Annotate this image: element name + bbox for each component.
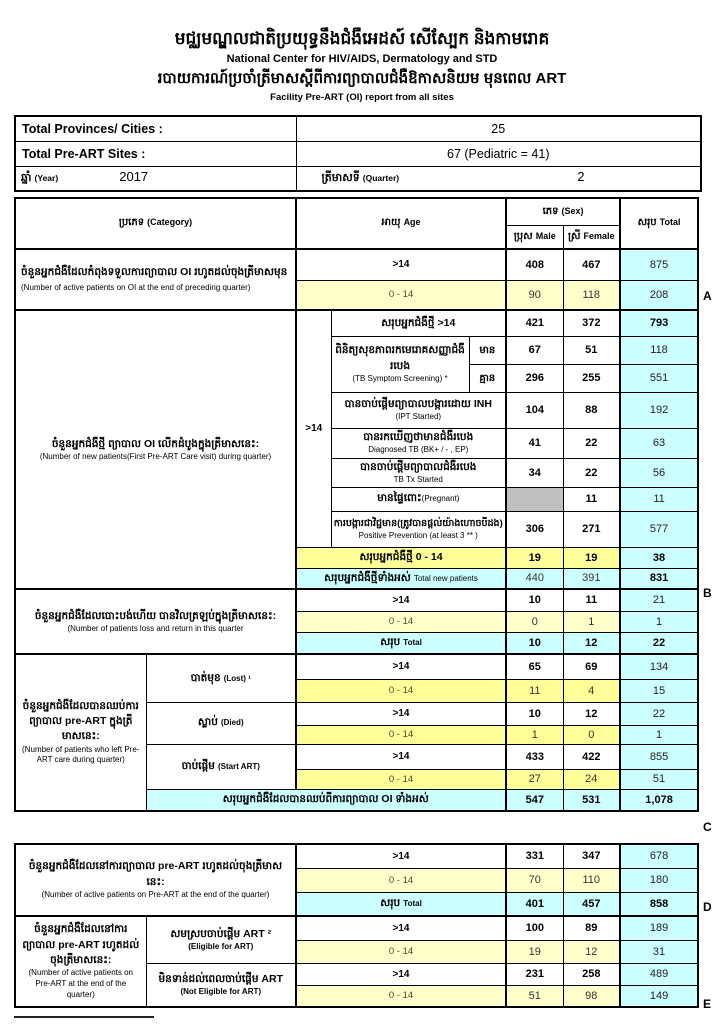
- died-label-english: (Died): [220, 718, 244, 728]
- pregnant-label-khmer: មានផ្ទៃពោះ: [377, 492, 422, 505]
- new-patients-0-14-label: សរុបអ្នកជំងឺថ្មី 0 - 14: [296, 547, 506, 568]
- female-value-cell: 422: [563, 744, 620, 769]
- sub-label: មាន: [469, 336, 506, 364]
- tb-tx-label-khmer: បានចាប់ផ្តើមព្យាបាលជំងឺរបេង: [360, 460, 477, 473]
- total-value-cell: 51: [620, 769, 698, 789]
- female-value-cell: 0: [563, 725, 620, 744]
- female-value-cell: 11: [563, 487, 620, 511]
- table-row: [15, 589, 698, 611]
- col-header-female: [563, 225, 620, 249]
- quarter-cell: [296, 166, 701, 191]
- eligible-label-english: (Eligible for ART): [188, 941, 254, 951]
- male-value-cell: 27: [506, 769, 563, 789]
- table-row: [15, 166, 701, 191]
- age-cell: 0 - 14: [296, 679, 506, 702]
- quarter-value: 2: [577, 169, 585, 185]
- male-value-cell: 70: [506, 868, 563, 892]
- total-value-cell: 858: [620, 892, 698, 916]
- male-value-cell: 1: [506, 725, 563, 744]
- subcategory-start-art: [146, 744, 296, 789]
- loss-total-label: [296, 632, 506, 654]
- male-value-cell: 51: [506, 985, 563, 1007]
- female-value-cell: 69: [563, 654, 620, 679]
- subcategory-eligible: [146, 916, 296, 963]
- section-e-label-khmer: ចំនួនអ្នកជំងឺដែលនៅការព្យាបាល pre-ART រហូតដល់ចុងត្រីមាសនេះ:: [22, 923, 140, 966]
- section-b-category: [15, 310, 296, 589]
- total-value-cell: 208: [620, 280, 698, 310]
- female-value-cell: 1: [563, 611, 620, 632]
- sites-label: Total Pre-ART Sites :: [15, 141, 296, 166]
- age-cell: 0 - 14: [296, 280, 506, 310]
- table-row: [15, 654, 698, 679]
- d-total-english: Total: [403, 899, 422, 909]
- total-value-cell: 551: [620, 364, 698, 392]
- org-title-khmer: មជ្ឈមណ្ឌលជាតិប្រយុទ្ធនឹងជំងឺអេដស៍ សើស្បែក និងកាមរោគ: [174, 29, 550, 48]
- age-cell: 0 - 14: [296, 611, 506, 632]
- start-art-label-khmer: ចាប់ផ្តើម: [181, 759, 215, 772]
- male-value-cell: 11: [506, 679, 563, 702]
- section-marker-a: A: [703, 289, 712, 303]
- org-title-english: National Center for HIV/AIDS, Dermatology and STD: [226, 52, 498, 65]
- not-eligible-label-english: (Not Eligible for ART): [180, 986, 262, 996]
- male-value-cell: 408: [506, 249, 563, 280]
- lost-label-khmer: បាត់មុខ: [190, 671, 221, 684]
- age-cell: 0 - 14: [296, 868, 506, 892]
- age-cell: >14: [296, 844, 506, 868]
- total-value-cell: 678: [620, 844, 698, 868]
- tb-tx-label-english: TB Tx Started: [393, 474, 443, 484]
- total-value-cell: 15: [620, 679, 698, 702]
- loss-total-english: Total: [403, 638, 422, 648]
- total-value-cell: 793: [620, 310, 698, 336]
- total-header-english: Total: [659, 217, 681, 228]
- section-e-category: [15, 916, 146, 1007]
- male-value-cell: 19: [506, 547, 563, 568]
- male-value-cell: 41: [506, 428, 563, 458]
- female-value-cell: 110: [563, 868, 620, 892]
- section-e-label-english: (Number of active patients on Pre-ART at the end of the quarter): [28, 968, 133, 999]
- lost-label-english: (Lost) ¹: [223, 673, 251, 683]
- pre-art-table: [14, 843, 699, 1008]
- total-new-patients-english: Total new patients: [413, 573, 478, 583]
- female-header-english: Female: [583, 230, 615, 241]
- ipt-label-khmer: បានចាប់ផ្តើមព្យាបាលបង្ការដោយ INH: [344, 397, 492, 410]
- age-group-cell: >14: [296, 310, 331, 547]
- age-header-khmer: អាយុ: [381, 217, 401, 229]
- section-b-label-khmer: ចំនួនអ្នកជំងឺថ្មី ព្យាបាល OI លើកដំបូងក្នុងត្រីមាសនេះ:: [51, 437, 260, 450]
- sex-header-english: (Sex): [561, 205, 584, 216]
- female-value-cell: 24: [563, 769, 620, 789]
- year-value: 2017: [119, 169, 149, 185]
- section-a-category: [15, 249, 296, 310]
- subcategory-not-eligible: [146, 963, 296, 1007]
- female-value-cell: 457: [563, 892, 620, 916]
- age-cell: >14: [296, 249, 506, 280]
- year-label-english: (Year): [34, 173, 59, 184]
- male-value-cell: 421: [506, 310, 563, 336]
- total-value-cell: 22: [620, 702, 698, 725]
- row-label: [331, 511, 506, 547]
- total-header-khmer: សរុប: [637, 217, 657, 229]
- subcategory-lost: [146, 654, 296, 702]
- footnote-rule: [14, 1016, 154, 1018]
- tb-screening-label-english: (TB Symptom Screening) *: [352, 373, 448, 383]
- male-value-cell: 34: [506, 458, 563, 487]
- section-c-total-label: សរុបអ្នកជំងឺដែលបានឈប់ពីការព្យាបាល OI ទាំងអស់: [146, 789, 506, 811]
- row-label: [331, 487, 506, 511]
- female-value-cell: 271: [563, 511, 620, 547]
- section-loss-category: [15, 589, 296, 654]
- sex-header-khmer: ភេទ: [542, 205, 559, 217]
- male-value-cell: 296: [506, 364, 563, 392]
- female-value-cell: 88: [563, 392, 620, 428]
- total-new-patients-khmer: សរុបអ្នកជំងឺថ្មីទាំងអស់: [324, 571, 411, 584]
- age-cell: >14: [296, 916, 506, 940]
- total-value-cell: 489: [620, 963, 698, 985]
- provinces-label: Total Provinces/ Cities :: [15, 116, 296, 141]
- male-value-cell: 433: [506, 744, 563, 769]
- female-value-cell: 51: [563, 336, 620, 364]
- category-header-khmer: ប្រភេទ: [118, 217, 145, 229]
- col-header-age: [296, 198, 506, 249]
- male-value-cell: 90: [506, 280, 563, 310]
- table-row: [15, 310, 698, 336]
- male-header-english: Male: [535, 230, 556, 241]
- male-value-cell: 0: [506, 611, 563, 632]
- subcategory-died: [146, 702, 296, 744]
- diagnosed-tb-label-khmer: បានរកឃើញថាមានជំងឺរបេង: [363, 430, 474, 443]
- age-cell: 0 - 14: [296, 940, 506, 963]
- male-value-cell: 306: [506, 511, 563, 547]
- section-c-category: [15, 654, 146, 811]
- female-value-cell: 22: [563, 428, 620, 458]
- pregnant-label-english: (Pregnant): [421, 494, 460, 504]
- total-new-patients-label: [296, 568, 506, 589]
- total-value-cell: 63: [620, 428, 698, 458]
- col-header-male: [506, 225, 563, 249]
- section-marker-d: D: [703, 900, 712, 914]
- female-value-cell: 98: [563, 985, 620, 1007]
- section-c-label-english: (Number of patients who left Pre-ART care during quarter): [22, 744, 140, 765]
- male-value-cell: 401: [506, 892, 563, 916]
- col-header-category: [15, 198, 296, 249]
- main-table: [14, 197, 699, 812]
- info-table: [14, 115, 702, 192]
- total-value-cell: 1,078: [620, 789, 698, 811]
- total-value-cell: 875: [620, 249, 698, 280]
- total-value-cell: 192: [620, 392, 698, 428]
- section-d-total-label: [296, 892, 506, 916]
- section-a-label-english: (Number of active patients on OI at the end of preceding quarter): [21, 282, 251, 292]
- total-value-cell: 189: [620, 916, 698, 940]
- female-value-cell: 12: [563, 702, 620, 725]
- start-art-label-english: (Start ART): [217, 761, 260, 771]
- female-header-khmer: ស្រី: [567, 230, 581, 242]
- sub-label: គ្មាន: [469, 364, 506, 392]
- female-value-cell: 258: [563, 963, 620, 985]
- table-row: [15, 844, 698, 868]
- total-value-cell: 22: [620, 632, 698, 654]
- table-row: [15, 141, 701, 166]
- section-marker-b: B: [703, 586, 712, 600]
- male-value-cell: 100: [506, 916, 563, 940]
- row-label: [331, 336, 469, 392]
- died-label-khmer: ស្លាប់: [197, 716, 218, 729]
- section-loss-label-english: (Number of patients loss and return in this quarter: [67, 623, 244, 633]
- total-value-cell: 56: [620, 458, 698, 487]
- male-value-cell: 547: [506, 789, 563, 811]
- female-value-cell: 11: [563, 589, 620, 611]
- female-value-cell: 89: [563, 916, 620, 940]
- quarter-label-khmer: ត្រីមាសទី: [321, 172, 360, 185]
- section-marker-e: E: [703, 997, 712, 1011]
- diagnosed-tb-label-english: Diagnosed TB (BK+ / - , EP): [368, 445, 469, 455]
- report-title-khmer: របាយការណ៍ប្រចាំត្រីមាសស្តីពីការព្យាបាលជំងឺឱកាសនិយម មុនពេល ART: [157, 69, 567, 87]
- total-value-cell: 831: [620, 568, 698, 589]
- male-value-cell: 104: [506, 392, 563, 428]
- row-label: [331, 428, 506, 458]
- total-value-cell: 855: [620, 744, 698, 769]
- row-label: សរុបអ្នកជំងឺថ្មី >14: [331, 310, 506, 336]
- total-value-cell: 1: [620, 725, 698, 744]
- male-value-cell: 10: [506, 632, 563, 654]
- tb-screening-label-khmer: ពិនិត្យសុខភាពរកមេរោគសញ្ញាជំងឺរបេង: [335, 344, 465, 372]
- year-label-khmer: ឆ្នាំ: [21, 172, 32, 185]
- total-value-cell: 118: [620, 336, 698, 364]
- male-value-cell: 10: [506, 589, 563, 611]
- male-value-cell: 10: [506, 702, 563, 725]
- d-total-khmer: សរុប: [380, 897, 401, 910]
- total-value-cell: 38: [620, 547, 698, 568]
- male-value-cell-na: [506, 487, 563, 511]
- positive-prevention-label-english: Positive Prevention (at least 3 ** ): [358, 530, 478, 540]
- male-value-cell: 67: [506, 336, 563, 364]
- total-value-cell: 11: [620, 487, 698, 511]
- male-value-cell: 65: [506, 654, 563, 679]
- table-row: [15, 249, 698, 280]
- col-header-total: [620, 198, 698, 249]
- loss-total-khmer: សរុប: [380, 636, 401, 649]
- age-cell: >14: [296, 589, 506, 611]
- table-header-row: [15, 198, 698, 225]
- row-label: [331, 458, 506, 487]
- male-value-cell: 331: [506, 844, 563, 868]
- age-cell: 0 - 14: [296, 725, 506, 744]
- total-value-cell: 577: [620, 511, 698, 547]
- year-cell: [15, 166, 296, 191]
- section-c-label-khmer: ចំនួនអ្នកជំងឺដែលបានឈប់ការព្យាបាល pre-ART ក្នុងត្រីមាសនេះ:: [22, 699, 139, 743]
- not-eligible-label-khmer: មិនទាន់ដល់ពេលចាប់ផ្តើម ART: [158, 972, 283, 985]
- table-row: [15, 916, 698, 940]
- total-value-cell: 180: [620, 868, 698, 892]
- total-value-cell: 1: [620, 611, 698, 632]
- report-title-english: Facility Pre-ART (OI) report from all sites: [270, 91, 454, 103]
- eligible-label-khmer: សមស្របចាប់ផ្តើម ART ²: [170, 927, 272, 940]
- female-value-cell: 12: [563, 632, 620, 654]
- quarter-label-english: (Quarter): [362, 173, 400, 184]
- total-value-cell: 149: [620, 985, 698, 1007]
- age-cell: >14: [296, 744, 506, 769]
- section-b-label-english: (Number of new patients(First Pre-ART Care visit) during quarter): [39, 451, 272, 461]
- sites-value: 67 (Pediatric = 41): [296, 141, 701, 166]
- ipt-label-english: (IPT Started): [395, 412, 442, 422]
- female-value-cell: 347: [563, 844, 620, 868]
- female-value-cell: 391: [563, 568, 620, 589]
- female-value-cell: 22: [563, 458, 620, 487]
- male-value-cell: 231: [506, 963, 563, 985]
- female-value-cell: 19: [563, 547, 620, 568]
- section-marker-c: C: [703, 820, 712, 834]
- total-value-cell: 31: [620, 940, 698, 963]
- section-d-category: [15, 844, 296, 916]
- female-value-cell: 467: [563, 249, 620, 280]
- female-value-cell: 4: [563, 679, 620, 702]
- section-d-label-khmer: ចំនួនអ្នកជំងឺដែលនៅការព្យាបាល pre-ART រហូតដល់ចុងត្រីមាសនេះ:: [28, 860, 283, 888]
- age-cell: 0 - 14: [296, 985, 506, 1007]
- male-value-cell: 19: [506, 940, 563, 963]
- female-value-cell: 12: [563, 940, 620, 963]
- row-label: [331, 392, 506, 428]
- section-loss-label-khmer: ចំនួនអ្នកជំងឺដែលបោះបង់ហើយ បានវិលត្រឡប់ក្នុងត្រីមាសនេះ:: [34, 609, 277, 622]
- col-header-sex: [506, 198, 620, 225]
- female-value-cell: 118: [563, 280, 620, 310]
- age-header-english: Age: [403, 217, 421, 228]
- total-value-cell: 21: [620, 589, 698, 611]
- table-row: [15, 116, 701, 141]
- total-value-cell: 134: [620, 654, 698, 679]
- male-header-khmer: ប្រុស: [513, 230, 533, 242]
- female-value-cell: 255: [563, 364, 620, 392]
- age-cell: >14: [296, 654, 506, 679]
- positive-prevention-label-khmer: ការបង្ការជាវិជ្ជមាន(ត្រូវបានផ្តល់យ៉ាងហោចបីដង): [333, 517, 503, 529]
- provinces-value: 25: [296, 116, 701, 141]
- age-cell: >14: [296, 963, 506, 985]
- male-value-cell: 440: [506, 568, 563, 589]
- female-value-cell: 531: [563, 789, 620, 811]
- report-header: [0, 26, 724, 104]
- female-value-cell: 372: [563, 310, 620, 336]
- category-header-english: (Category): [147, 217, 193, 228]
- age-cell: 0 - 14: [296, 769, 506, 789]
- section-a-label-khmer: ចំនួនអ្នកជំងឺដែលកំពុងទទួលការព្យាបាល OI រហូតដល់ចុងត្រីមាសមុន: [21, 266, 288, 279]
- age-cell: >14: [296, 702, 506, 725]
- section-d-label-english: (Number of active patients on Pre-ART at the end of the quarter): [41, 889, 270, 899]
